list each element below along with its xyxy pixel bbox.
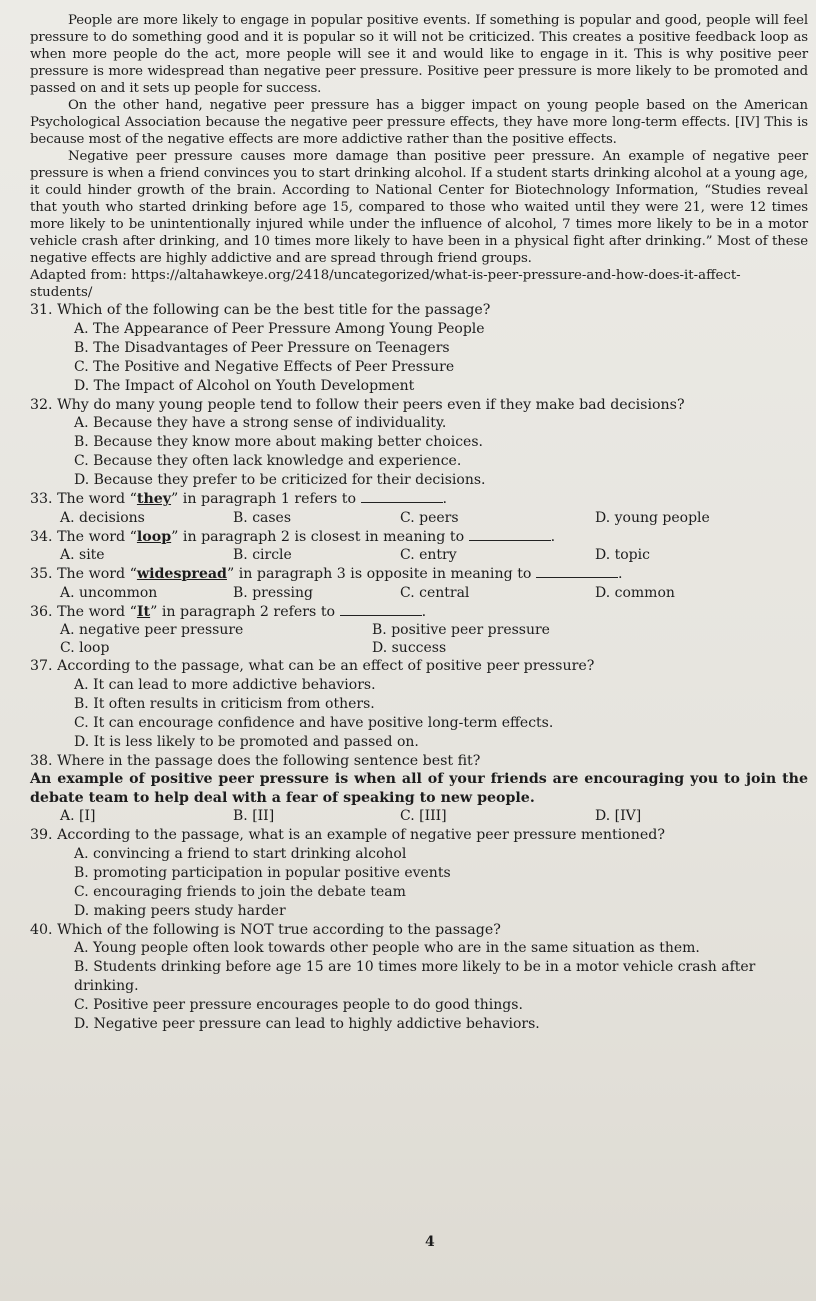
options-row <box>30 546 808 565</box>
stem-text: 33. The word “ <box>30 491 137 507</box>
stem-end: . <box>442 491 448 507</box>
options-grid <box>30 621 808 657</box>
option-b: B. The Disadvantages of Peer Pressure on Teenagers <box>74 339 450 356</box>
stem-end: . <box>421 603 427 620</box>
question-37 <box>30 657 808 752</box>
source-line <box>30 267 808 301</box>
option-a: A. The Appearance of Peer Pressure Among Young People <box>74 320 485 337</box>
question-stem: 40. Which of the following is NOT true according to the passage? <box>30 921 501 938</box>
answer-blank <box>469 528 551 541</box>
stem-text: 36. The word “ <box>30 603 137 620</box>
answer-blank <box>536 565 618 578</box>
target-word: widespread <box>136 566 227 582</box>
option-c: C. loop <box>60 640 110 656</box>
option-a: A. Because they have a strong sense of individuality. <box>74 415 447 431</box>
target-word: It <box>136 603 151 620</box>
target-word: they <box>136 491 172 507</box>
option-c: C. [III] <box>400 808 447 824</box>
option-c: C. encouraging friends to join the debate team <box>74 883 406 900</box>
option-a: A. Young people often look towards other people who are in the same situation as them. <box>74 940 700 956</box>
option-d: D. young people <box>595 509 710 526</box>
option-c: C. peers <box>400 509 459 526</box>
source-url-end: students/ <box>30 285 93 300</box>
option-c: C. The Positive and Negative Effects of Peer Pressure <box>74 358 455 375</box>
option-c: C. central <box>400 584 470 601</box>
option-a: A. negative peer pressure <box>60 622 244 638</box>
option-a: A. site <box>60 547 105 563</box>
option-a: A. It can lead to more addictive behaviors. <box>74 676 376 693</box>
insert-sentence: An example of positive peer pressure is when all of your friends are encouraging you to join the debate team to help deal with a fear of speaking to new people. <box>30 771 808 806</box>
question-stem: 39. According to the passage, what is an example of negative peer pressure mentioned? <box>30 827 665 843</box>
question-stem <box>30 603 808 622</box>
option-b: B. [II] <box>233 808 275 824</box>
option-b: B. circle <box>233 547 292 563</box>
paragraph-2: On the other hand, negative peer pressure has a bigger impact on young people based on the American Psychological Association because the negative peer pressure effects, they have more long-term effects. [IV] This is because most of the negative effects are more addictive rather than the positive effects. <box>30 98 808 147</box>
option-c: C. Positive peer pressure encourages people to do good things. <box>74 997 523 1013</box>
option-b: B. pressing <box>233 584 313 601</box>
stem-text: ” in paragraph 3 is opposite in meaning to <box>226 566 532 582</box>
page-content <box>30 12 808 1034</box>
question-36 <box>30 603 808 658</box>
option-d: D. Negative peer pressure can lead to highly addictive behaviors. <box>74 1016 540 1032</box>
option-b: B. Students drinking before age 15 are 10 times more likely to be in a motor vehicle crash after drinking. <box>74 959 756 994</box>
option-d: D. topic <box>595 547 650 563</box>
stem-text: 34. The word “ <box>30 528 137 545</box>
option-c: C. Because they often lack knowledge and experience. <box>74 453 462 469</box>
option-d: D. success <box>372 640 447 656</box>
question-stem <box>30 490 808 509</box>
paragraph-1: People are more likely to engage in popular positive events. If something is popular and good, people will feel pressure to do something good and it is popular so it will not be criticized. This creates a positive feedback loop as when more people do the act, more people will see it and would like to engage in it. This is why positive peer pressure is more widespread than negative peer pressure. Positive peer pressure is more likely to be promoted and passed on and it sets up people for success. <box>30 13 808 96</box>
option-d: D. Because they prefer to be criticized for their decisions. <box>74 472 486 488</box>
stem-text: 35. The word “ <box>30 566 137 582</box>
question-32 <box>30 396 808 491</box>
option-a: A. uncommon <box>60 584 158 601</box>
option-d: D. making peers study harder <box>74 902 286 919</box>
stem-end: . <box>617 566 623 582</box>
stem-text: ” in paragraph 2 refers to <box>150 603 336 620</box>
question-stem: 38. Where in the passage does the following sentence best fit? <box>30 752 481 769</box>
option-b: B. cases <box>233 509 292 526</box>
stem-end: . <box>550 528 556 545</box>
option-a: A. [I] <box>60 808 96 824</box>
question-40 <box>30 921 808 1035</box>
paragraph-3: Negative peer pressure causes more damage than positive peer pressure. An example of negative peer pressure is when a friend convinces you to start drinking alcohol. If a student starts drinking alcohol at a young age, it could hinder growth of the brain. According to National Center for Biotechnology Information, “Studies reveal that youth who started drinking before age 15, compared to those who waited until they were 21, were 12 times more likely to be unintentionally injured while under the influence of alcohol, 7 times more likely to be in a motor vehicle crash after drinking, and 10 times more likely to have been in a physical fight after drinking.” Most of these negative effects are highly addictive and are spread through friend groups. <box>30 149 808 266</box>
question-38 <box>30 752 808 827</box>
question-stem: 37. According to the passage, what can be an effect of positive peer pressure? <box>30 658 595 674</box>
option-d: D. [IV] <box>595 808 642 824</box>
question-stem: 32. Why do many young people tend to follow their peers even if they make bad decisions? <box>30 396 685 413</box>
stem-text: ” in paragraph 2 is closest in meaning to <box>171 528 465 545</box>
option-b: B. positive peer pressure <box>372 622 550 638</box>
question-33 <box>30 490 808 528</box>
question-stem <box>30 565 808 584</box>
question-stem: 31. Which of the following can be the best title for the passage? <box>30 302 491 318</box>
page-number: 4 <box>425 1234 435 1250</box>
source-url: Adapted from: https://altahawkeye.org/2418/uncategorized/what-is-peer-pressure-and-how-does-it-affect- <box>30 268 741 283</box>
question-31 <box>30 301 808 396</box>
options-row <box>30 584 808 603</box>
answer-blank <box>361 490 443 503</box>
option-b: B. promoting participation in popular positive events <box>74 864 451 881</box>
question-34 <box>30 528 808 566</box>
question-35 <box>30 565 808 603</box>
options-row <box>30 807 808 826</box>
option-c: C. It can encourage confidence and have positive long-term effects. <box>74 714 554 731</box>
option-c: C. entry <box>400 547 457 563</box>
option-b: B. Because they know more about making better choices. <box>74 434 483 450</box>
question-stem <box>30 528 808 547</box>
question-39 <box>30 826 808 921</box>
option-a: A. convincing a friend to start drinking alcohol <box>74 845 407 862</box>
target-word: loop <box>136 528 172 545</box>
option-d: D. It is less likely to be promoted and passed on. <box>74 733 419 750</box>
stem-text: ” in paragraph 1 refers to <box>171 491 357 507</box>
option-b: B. It often results in criticism from others. <box>74 695 375 712</box>
option-a: A. decisions <box>60 509 145 526</box>
option-d: D. common <box>595 584 675 601</box>
option-d: D. The Impact of Alcohol on Youth Development <box>74 377 415 394</box>
options-row <box>30 509 808 528</box>
answer-blank <box>340 603 422 616</box>
